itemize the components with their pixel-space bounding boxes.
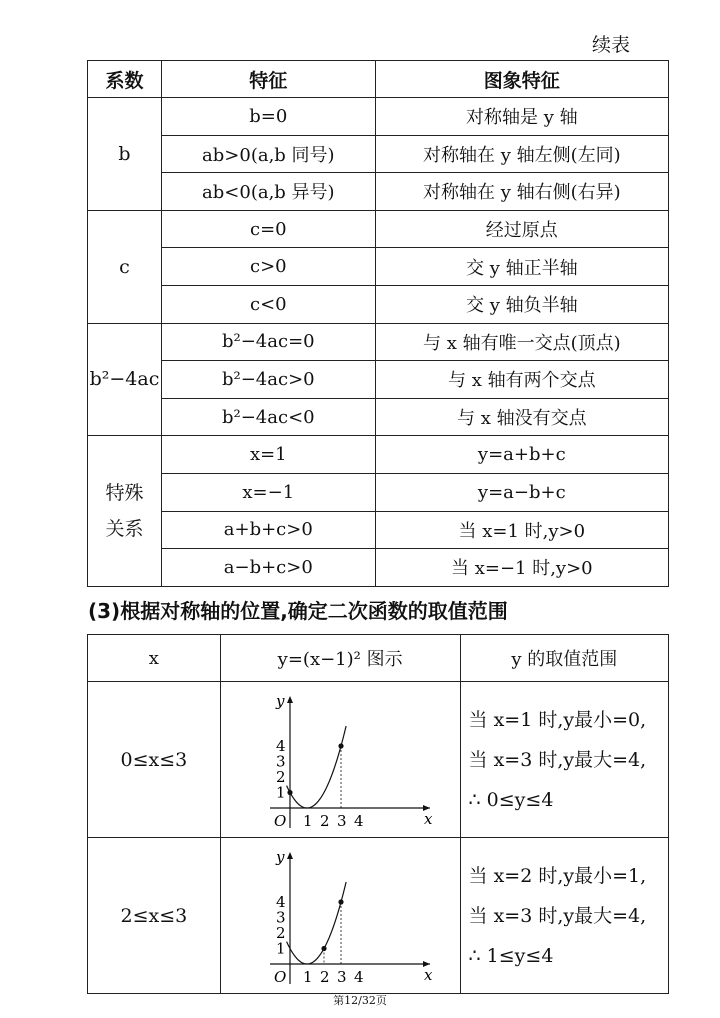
table-row xyxy=(88,549,669,587)
range-table xyxy=(87,634,669,994)
y-axis-label: y xyxy=(276,691,285,710)
y-axis-arrow xyxy=(287,852,293,859)
x-tick-label: 2 xyxy=(320,811,330,830)
result-line: 当 x=3 时,y最大=4, xyxy=(468,748,647,771)
header-image-feature: 图象特征 xyxy=(375,61,668,98)
graph-cell xyxy=(220,838,460,994)
page-footer: 第12/32页 xyxy=(333,994,387,1007)
image-cell: y=a−b+c xyxy=(375,473,668,511)
coef-cell: c xyxy=(88,210,162,323)
coef-cell: b²−4ac xyxy=(88,323,162,436)
header-x: x xyxy=(88,635,221,682)
coefficient-table xyxy=(87,60,669,587)
y-tick-label: 3 xyxy=(276,908,286,926)
feature-cell: c=0 xyxy=(161,210,375,248)
image-cell: 对称轴是 y 轴 xyxy=(375,98,668,136)
image-cell: 当 x=1 时,y>0 xyxy=(375,511,668,549)
x-axis-label: x xyxy=(424,965,433,984)
image-cell: 对称轴在 y 轴右侧(右异) xyxy=(375,173,668,211)
result-line: ∴ 0≤y≤4 xyxy=(468,788,554,811)
result-line: 当 x=2 时,y最小=1, xyxy=(468,864,647,887)
continued-label: 续表 xyxy=(592,34,631,56)
origin-label: O xyxy=(274,967,287,986)
section-title: (3)根据对称轴的位置,确定二次函数的取值范围 xyxy=(88,599,508,623)
feature-cell: a−b+c>0 xyxy=(161,549,375,587)
image-cell: y=a+b+c xyxy=(375,436,668,474)
x-range-cell: 2≤x≤3 xyxy=(88,838,221,994)
feature-cell: b=0 xyxy=(161,98,375,136)
table-row xyxy=(88,285,669,323)
feature-cell: c<0 xyxy=(161,285,375,323)
table-row xyxy=(88,135,669,173)
feature-cell: b²−4ac<0 xyxy=(161,398,375,436)
feature-cell: x=−1 xyxy=(161,473,375,511)
y-tick-label: 1 xyxy=(276,939,286,957)
x-tick-label: 3 xyxy=(337,967,347,986)
marked-point xyxy=(339,743,344,748)
image-cell: 交 y 轴正半轴 xyxy=(375,248,668,286)
header-coefficient: 系数 xyxy=(88,61,162,98)
table-row xyxy=(88,210,669,248)
parabola-graph xyxy=(240,846,440,986)
y-tick-label: 4 xyxy=(276,892,286,911)
marked-point xyxy=(322,945,327,950)
feature-cell: a+b+c>0 xyxy=(161,511,375,549)
parabola-curve xyxy=(287,726,347,808)
graph-cell xyxy=(220,682,460,838)
result-line: 当 x=1 时,y最小=0, xyxy=(468,708,647,731)
marked-point xyxy=(339,899,344,904)
table-row xyxy=(88,248,669,286)
result-line: 当 x=3 时,y最大=4, xyxy=(468,904,647,927)
image-cell: 当 x=−1 时,y>0 xyxy=(375,549,668,587)
table-row xyxy=(88,473,669,511)
parabola-graph xyxy=(240,690,440,830)
x-axis-label: x xyxy=(424,809,433,828)
x-tick-label: 1 xyxy=(303,967,313,986)
x-tick-label: 3 xyxy=(337,811,347,830)
coef-cell: b xyxy=(88,98,162,211)
header-feature: 特征 xyxy=(161,61,375,98)
table-row xyxy=(88,323,669,361)
parabola-curve xyxy=(287,882,347,964)
table-row xyxy=(88,98,669,136)
image-cell: 与 x 轴有唯一交点(顶点) xyxy=(375,323,668,361)
table-row xyxy=(88,511,669,549)
x-tick-label: 4 xyxy=(354,811,364,830)
y-tick-label: 1 xyxy=(276,783,286,801)
y-tick-label: 2 xyxy=(276,767,286,786)
feature-cell: ab>0(a,b 同号) xyxy=(161,135,375,173)
table-row xyxy=(88,173,669,211)
table-row xyxy=(88,682,669,838)
x-tick-label: 4 xyxy=(354,967,364,986)
feature-cell: x=1 xyxy=(161,436,375,474)
table-header-row xyxy=(88,635,669,682)
table-row xyxy=(88,436,669,474)
image-cell: 交 y 轴负半轴 xyxy=(375,285,668,323)
table-row xyxy=(88,361,669,399)
image-cell: 对称轴在 y 轴左侧(左同) xyxy=(375,135,668,173)
result-cell xyxy=(460,838,668,994)
image-cell: 与 x 轴有两个交点 xyxy=(375,361,668,399)
origin-label: O xyxy=(274,811,287,830)
image-cell: 经过原点 xyxy=(375,210,668,248)
header-graph: y=(x−1)² 图示 xyxy=(220,635,460,682)
marked-point xyxy=(288,789,293,794)
coef-cell: 特殊关系 xyxy=(88,436,162,586)
feature-cell: b²−4ac=0 xyxy=(161,323,375,361)
image-cell: 与 x 轴没有交点 xyxy=(375,398,668,436)
y-tick-label: 2 xyxy=(276,923,286,942)
result-line: ∴ 1≤y≤4 xyxy=(468,944,554,967)
y-axis-arrow xyxy=(287,696,293,703)
feature-cell: c>0 xyxy=(161,248,375,286)
table-row xyxy=(88,398,669,436)
y-tick-label: 4 xyxy=(276,736,286,755)
y-tick-label: 3 xyxy=(276,752,286,770)
feature-cell: b²−4ac>0 xyxy=(161,361,375,399)
x-range-cell: 0≤x≤3 xyxy=(88,682,221,838)
x-tick-label: 1 xyxy=(303,811,313,830)
x-tick-label: 2 xyxy=(320,967,330,986)
feature-cell: ab<0(a,b 异号) xyxy=(161,173,375,211)
y-axis-label: y xyxy=(276,847,285,866)
header-y-range: y 的取值范围 xyxy=(460,635,668,682)
table-row xyxy=(88,838,669,994)
result-cell xyxy=(460,682,668,838)
table-header-row xyxy=(88,61,669,98)
